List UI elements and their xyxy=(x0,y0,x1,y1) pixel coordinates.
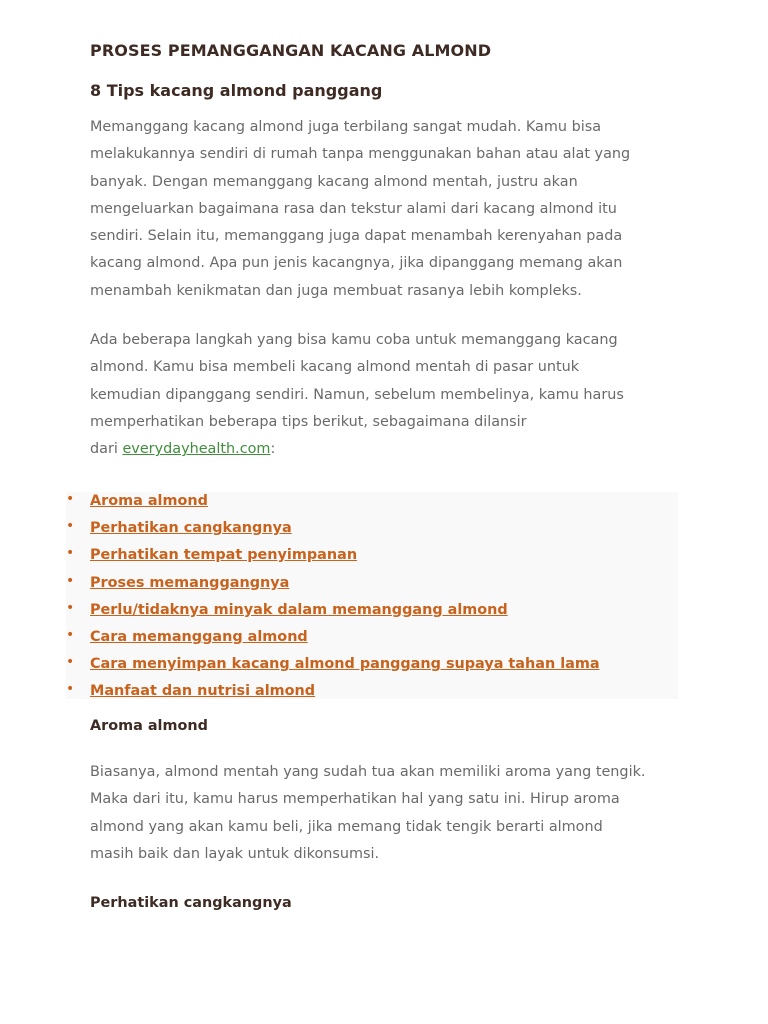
toc-item xyxy=(66,513,600,540)
intro-line-3: banyak. Dengan memanggang kacang almond mentah, justru akan xyxy=(90,173,578,190)
section-heading-cangkang: Perhatikan cangkangnya xyxy=(90,895,292,911)
tips-intro-paragraph xyxy=(90,327,680,463)
toc-item xyxy=(66,676,600,703)
table-of-contents xyxy=(66,492,678,699)
toc-item xyxy=(66,595,600,622)
bullet-icon: • xyxy=(66,599,75,616)
bullet-icon: • xyxy=(66,491,75,507)
aroma-line-1: Biasanya, almond mentah yang sudah tua akan memiliki aroma yang tengik. xyxy=(90,764,646,780)
bullet-icon: • xyxy=(66,518,75,535)
tips-line-3: kemudian dipanggang sendiri. Namun, sebelum membelinya, kamu harus xyxy=(90,386,624,403)
tips-line-4: memperhatikan beberapa tips berikut, sebagaimana dilansir xyxy=(90,413,527,430)
intro-line-7: menambah kenikmatan dan juga membuat rasanya lebih kompleks. xyxy=(90,282,582,299)
toc-item xyxy=(66,622,600,649)
article-title: PROSES PEMANGGANGAN KACANG ALMOND xyxy=(90,41,492,60)
intro-line-2: melakukannya sendiri di rumah tanpa menggunakan bahan atau alat yang xyxy=(90,146,631,163)
bullet-icon: • xyxy=(66,572,75,589)
toc-link-perhatikan-cangkangnya[interactable]: Perhatikan cangkangnya xyxy=(90,520,292,537)
intro-paragraph xyxy=(90,114,680,305)
bullet-icon: • xyxy=(66,626,75,643)
source-link[interactable]: everydayhealth.com xyxy=(122,441,271,458)
tips-line-1: Ada beberapa langkah yang bisa kamu coba untuk memanggang kacang xyxy=(90,332,618,348)
toc-link-tempat-penyimpanan[interactable]: Perhatikan tempat penyimpanan xyxy=(90,547,358,564)
tips-line-5 xyxy=(90,436,680,463)
toc-link-aroma-almond[interactable]: Aroma almond xyxy=(90,493,208,509)
article-subtitle: 8 Tips kacang almond panggang xyxy=(90,81,383,100)
toc-item xyxy=(66,649,600,676)
source-prefix: dari xyxy=(90,441,123,458)
aroma-line-4: masih baik dan layak untuk dikonsumsi. xyxy=(90,845,380,862)
toc-link-manfaat-nutrisi[interactable]: Manfaat dan nutrisi almond xyxy=(90,683,316,700)
tips-line-2: almond. Kamu bisa membeli kacang almond mentah di pasar untuk xyxy=(90,359,580,376)
bullet-icon: • xyxy=(66,545,75,562)
intro-line-4: mengeluarkan bagaimana rasa dan tekstur alami dari kacang almond itu xyxy=(90,200,617,217)
intro-line-5: sendiri. Selain itu, memanggang juga dapat menambah kerenyahan pada xyxy=(90,228,623,245)
section-heading-aroma: Aroma almond xyxy=(90,718,208,734)
toc-link-proses-memanggangnya[interactable]: Proses memanggangnya xyxy=(90,574,290,591)
toc-link-cara-memanggang[interactable]: Cara memanggang almond xyxy=(90,628,308,645)
aroma-paragraph xyxy=(90,759,680,868)
intro-line-6: kacang almond. Apa pun jenis kacangnya, jika dipanggang memang akan xyxy=(90,255,623,272)
aroma-line-2: Maka dari itu, kamu harus memperhatikan hal yang satu ini. Hirup aroma xyxy=(90,791,620,808)
source-suffix: : xyxy=(270,441,276,458)
toc-item xyxy=(66,568,600,595)
aroma-line-3: almond yang akan kamu beli, jika memang tidak tengik berarti almond xyxy=(90,818,603,835)
toc-item xyxy=(66,486,600,513)
toc-link-cara-menyimpan[interactable]: Cara menyimpan kacang almond panggang supaya tahan lama xyxy=(90,656,600,673)
bullet-icon: • xyxy=(66,654,75,671)
intro-line-1: Memanggang kacang almond juga terbilang sangat mudah. Kamu bisa xyxy=(90,119,602,135)
toc-link-minyak[interactable]: Perlu/tidaknya minyak dalam memanggang almond xyxy=(90,601,508,618)
bullet-icon: • xyxy=(66,681,75,698)
toc-item xyxy=(66,540,600,567)
toc-list xyxy=(66,486,600,704)
